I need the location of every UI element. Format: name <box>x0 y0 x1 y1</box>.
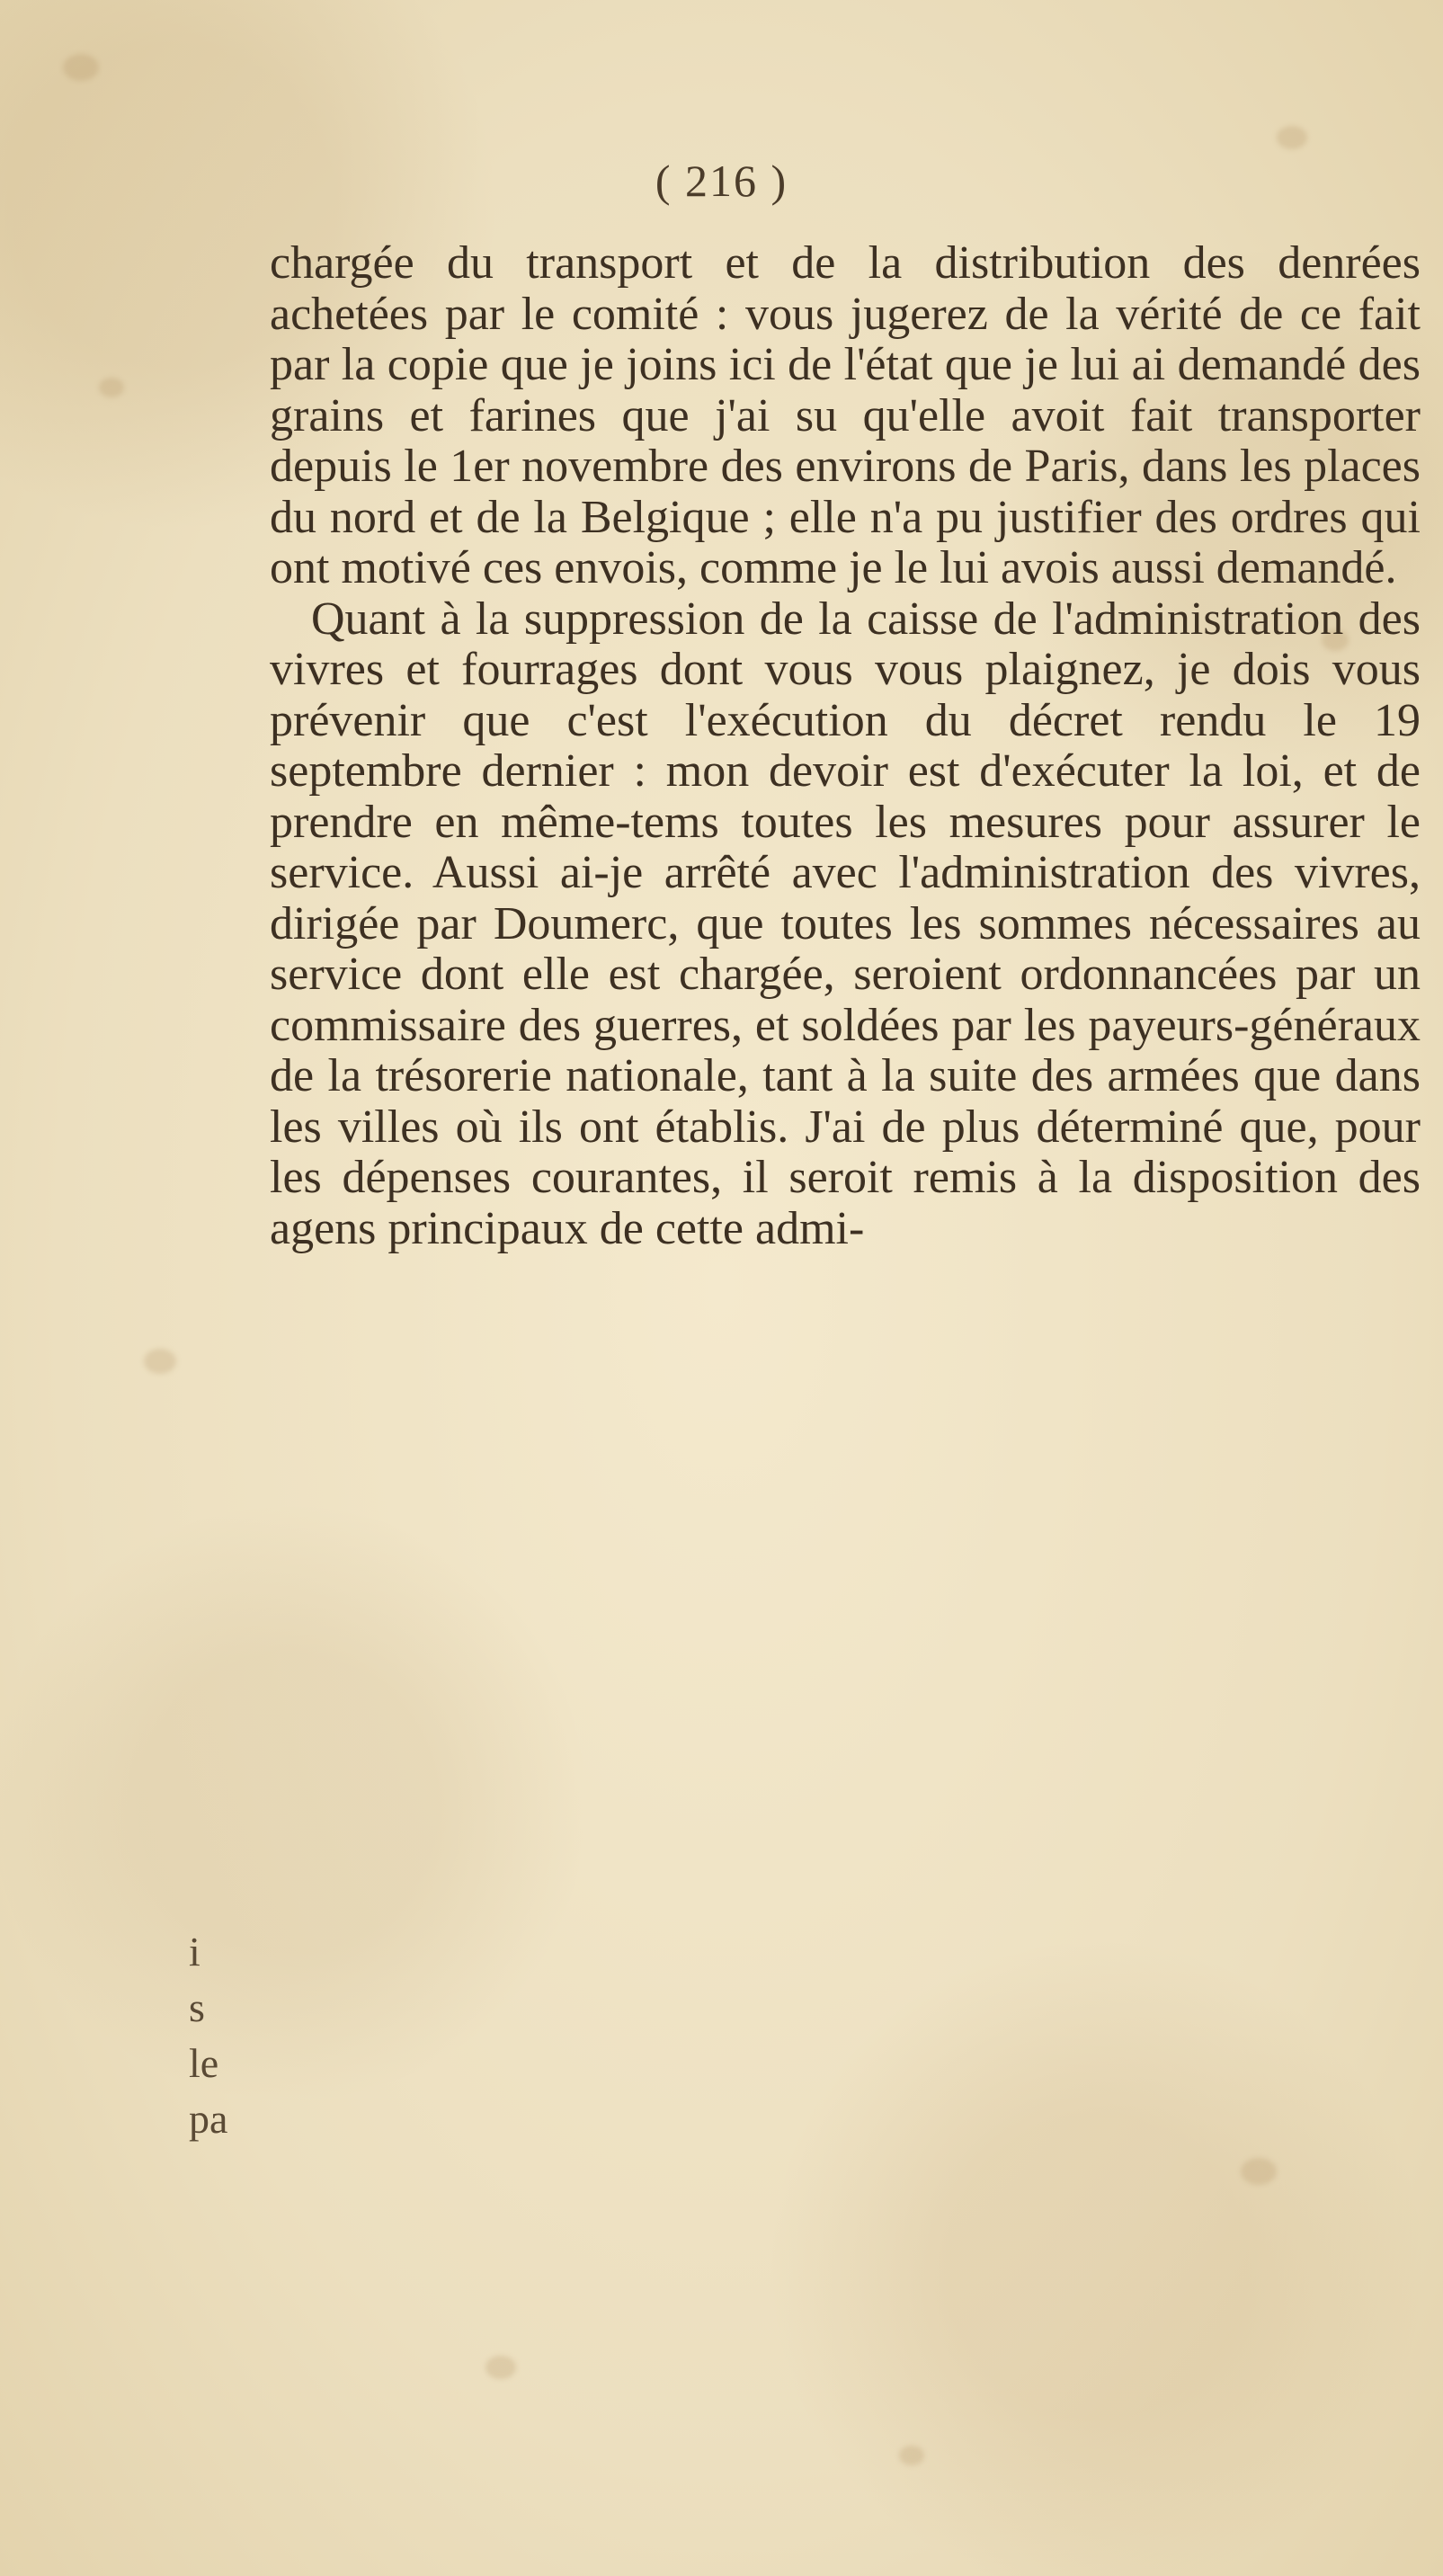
foxing-spot <box>63 54 99 81</box>
foxing-spot <box>485 2356 516 2379</box>
body-text <box>270 238 1421 1254</box>
paragraph-1: chargée du transport et de la distribution des denrées achetées par le comité : vous jugerez de la vérité de ce fait par la copie que je joins ici de l'état que je lui ai demandé des grains et farines que j'ai su qu'elle avoit fait transporter depuis le 1er novembre des environs de Paris, dans les places du nord et de la Belgique ; elle n'a pu justifier des ordres qui ont motivé ces envois, comme je le lui avois aussi demandé. <box>270 237 1421 593</box>
foxing-spot <box>1241 2158 1277 2185</box>
facing-page-bleed-through <box>189 1924 252 2147</box>
margin-fragment: i <box>189 1929 200 1974</box>
foxing-spot <box>1277 126 1307 149</box>
page-number-header: ( 216 ) <box>655 156 788 206</box>
paragraph-2: Quant à la suppression de la caisse de l'administration des vivres et fourrages dont vous vous plaignez, je dois vous prévenir que c'est l'exécution du décret rendu le 19 septembre dernier : mon devoir est d'exécuter la loi, et de prendre en même-tems toutes les mesures pour assurer le service. Aussi ai-je arrêté avec l'administration des vivres, dirigée par Doumerc, que toutes les sommes nécessaires au service dont elle est chargée, seroient ordonnancées par un commissaire des guerres, et soldées par les payeurs-généraux de la trésorerie nationale, tant à la suite des armées que dans les villes où ils ont établis. J'ai de plus déterminé que, pour les dépenses courantes, il seroit remis à la disposition des agens principaux de cette admi- <box>270 593 1421 1254</box>
margin-fragment: le <box>189 2040 219 2086</box>
margin-fragment: pa <box>189 2096 228 2142</box>
margin-fragment: s <box>189 1984 205 2030</box>
foxing-spot <box>99 378 124 397</box>
foxing-spot <box>144 1349 176 1374</box>
foxing-spot <box>899 2446 924 2465</box>
